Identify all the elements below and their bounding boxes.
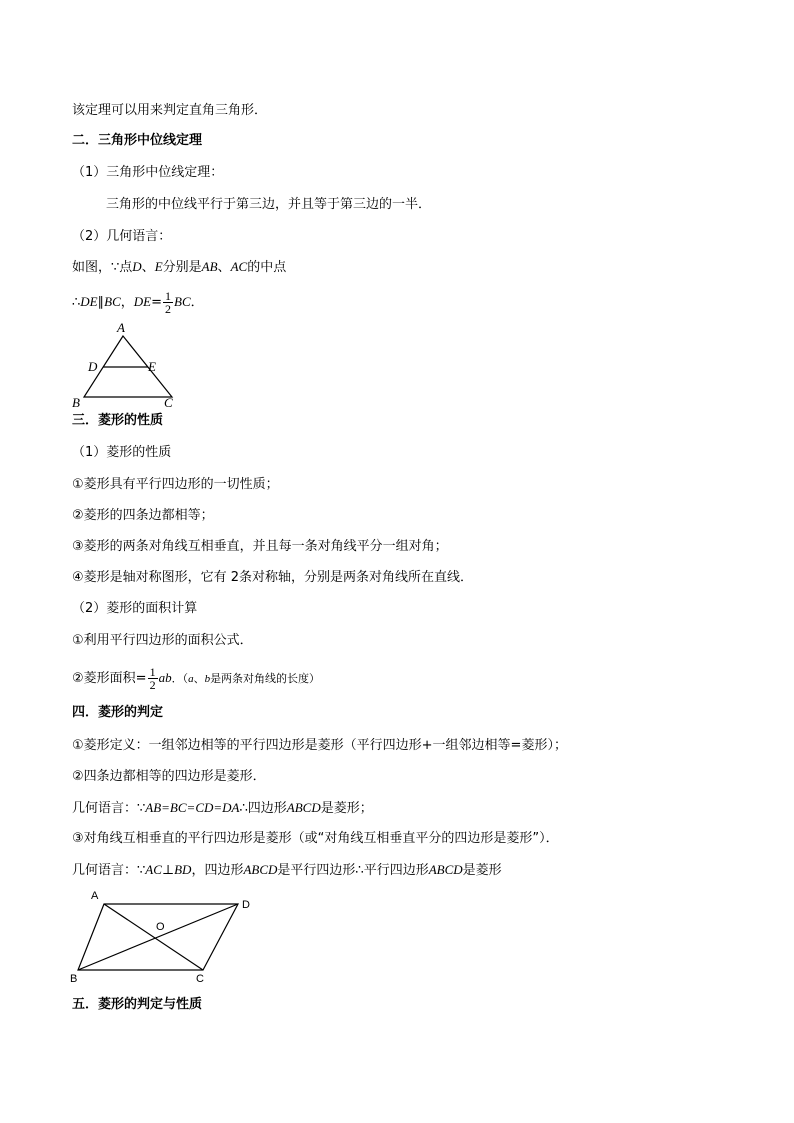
diagonal-ac [104,904,203,970]
geo2-abcd-2: ABCD [428,862,463,877]
property-item-3: ③菱形的两条对角线互相垂直，并且每一条对角线平分一组对角； [72,539,448,554]
criterion-geo-1 [72,799,373,818]
criterion-geo-2 [72,861,502,880]
geo1-text-a: 几何语言：∵ [72,801,146,816]
geo2-abcd: ABCD [243,862,278,877]
geo-sep-1: 、 [141,260,155,275]
sec3-p2-label: （2）菱形的面积计算 [72,601,198,616]
geo-text-a: 如图，∵点 [72,260,133,275]
sec2-geometry-statement [72,258,286,277]
geo-point-d: D [132,259,142,274]
conc-de-2: DE [133,294,152,309]
geo2-text-d: 是菱形 [462,863,502,878]
therefore-symbol: ∴ [72,295,81,310]
sec2-p1-label: （1）三角形中位线定理： [72,165,224,180]
label-d: D [242,899,250,911]
parallel-symbol: ∥ [97,295,105,310]
geo-segment-ab: AB [201,259,218,274]
geo-point-e: E [154,259,163,274]
area2-text-b: ．（ [171,672,189,685]
label-b: B [70,973,78,985]
geo-segment-ac: AC [230,259,248,274]
conc-bc: BC [104,294,121,309]
rhombus-figure [66,884,266,990]
geo-text-b: 分别是 [162,260,202,275]
area-fraction-denominator: 2 [149,678,156,692]
criterion-item-3: ③对角线互相垂直的平行四边形是菱形（或“对角线互相垂直平分的四边形是菱形”）． [72,831,559,846]
area2-var-a: a [188,673,194,685]
fraction-denominator: 2 [165,302,172,316]
section-4-heading: 四．菱形的判定 [72,705,164,720]
geo-text-c: 的中点 [247,260,287,275]
geo1-text-b: ∴四边形 [239,801,287,816]
geo2-text-b: ，四边形 [191,863,244,878]
sec2-p2-label: （2）几何语言： [72,229,172,244]
property-item-1: ①菱形具有平行四边形的一切性质； [72,477,279,492]
section-2-heading: 二．三角形中位线定理 [72,133,203,148]
area-item-2 [72,666,320,691]
sec3-p1-label: （1）菱形的性质 [72,445,172,460]
conc-bc-2: BC [174,294,191,309]
conc-equals: = [151,295,163,310]
area2-text-c: 、 [193,672,205,685]
label-o: O [156,921,165,933]
geo2-text-a: 几何语言：∵ [72,863,146,878]
geo1-text-c: 是菱形； [320,801,373,816]
label-e: E [148,359,156,374]
sec2-conclusion [72,290,204,315]
criterion-item-1: ①菱形定义：一组邻边相等的平行四边形是菱形（平行四边形+一组邻边相等=菱形）； [72,738,567,753]
geo1-equalities: AB=BC=CD=DA [145,800,240,815]
conc-end: ． [190,295,204,310]
geo2-perp: AC⊥BD [145,862,192,877]
area2-ab: ab [158,670,172,685]
area-fraction-half [148,666,158,691]
area-item-1: ①利用平行四边形的面积公式． [72,633,253,648]
area-fraction-numerator: 1 [149,665,156,679]
geo-sep-2: 、 [217,260,231,275]
area2-text-a: ②菱形面积= [72,671,147,686]
section-3-heading: 三．菱形的性质 [72,413,164,428]
label-a: A [117,320,125,335]
label-b: B [72,395,80,410]
conc-comma: ， [120,295,134,310]
intro-text: 该定理可以用来判定直角三角形． [72,103,268,118]
label-a: A [91,890,99,902]
property-item-4: ④菱形是轴对称图形，它有 2条对称轴，分别是两条对角线所在直线． [72,570,474,585]
conc-de: DE [80,294,98,309]
label-c: C [164,395,173,410]
diagonal-bd [78,904,238,970]
area2-var-b: b [204,673,211,685]
geo2-text-c: 是平行四边形∴平行四边形 [277,863,429,878]
label-d: D [88,359,98,374]
sec2-p1-text: 三角形的中位线平行于第三边，并且等于第三边的一半． [106,197,432,212]
property-item-2: ②菱形的四条边都相等； [72,508,214,523]
area2-text-d: 是两条对角线的长度） [210,672,321,685]
triangle-figure [68,318,188,410]
fraction-half [163,290,173,315]
geo1-abcd: ABCD [286,800,321,815]
section-5-heading: 五．菱形的判定与性质 [72,997,203,1012]
fraction-numerator: 1 [165,289,172,303]
label-c: C [196,973,204,985]
criterion-item-2: ②四条边都相等的四边形是菱形． [72,769,266,784]
